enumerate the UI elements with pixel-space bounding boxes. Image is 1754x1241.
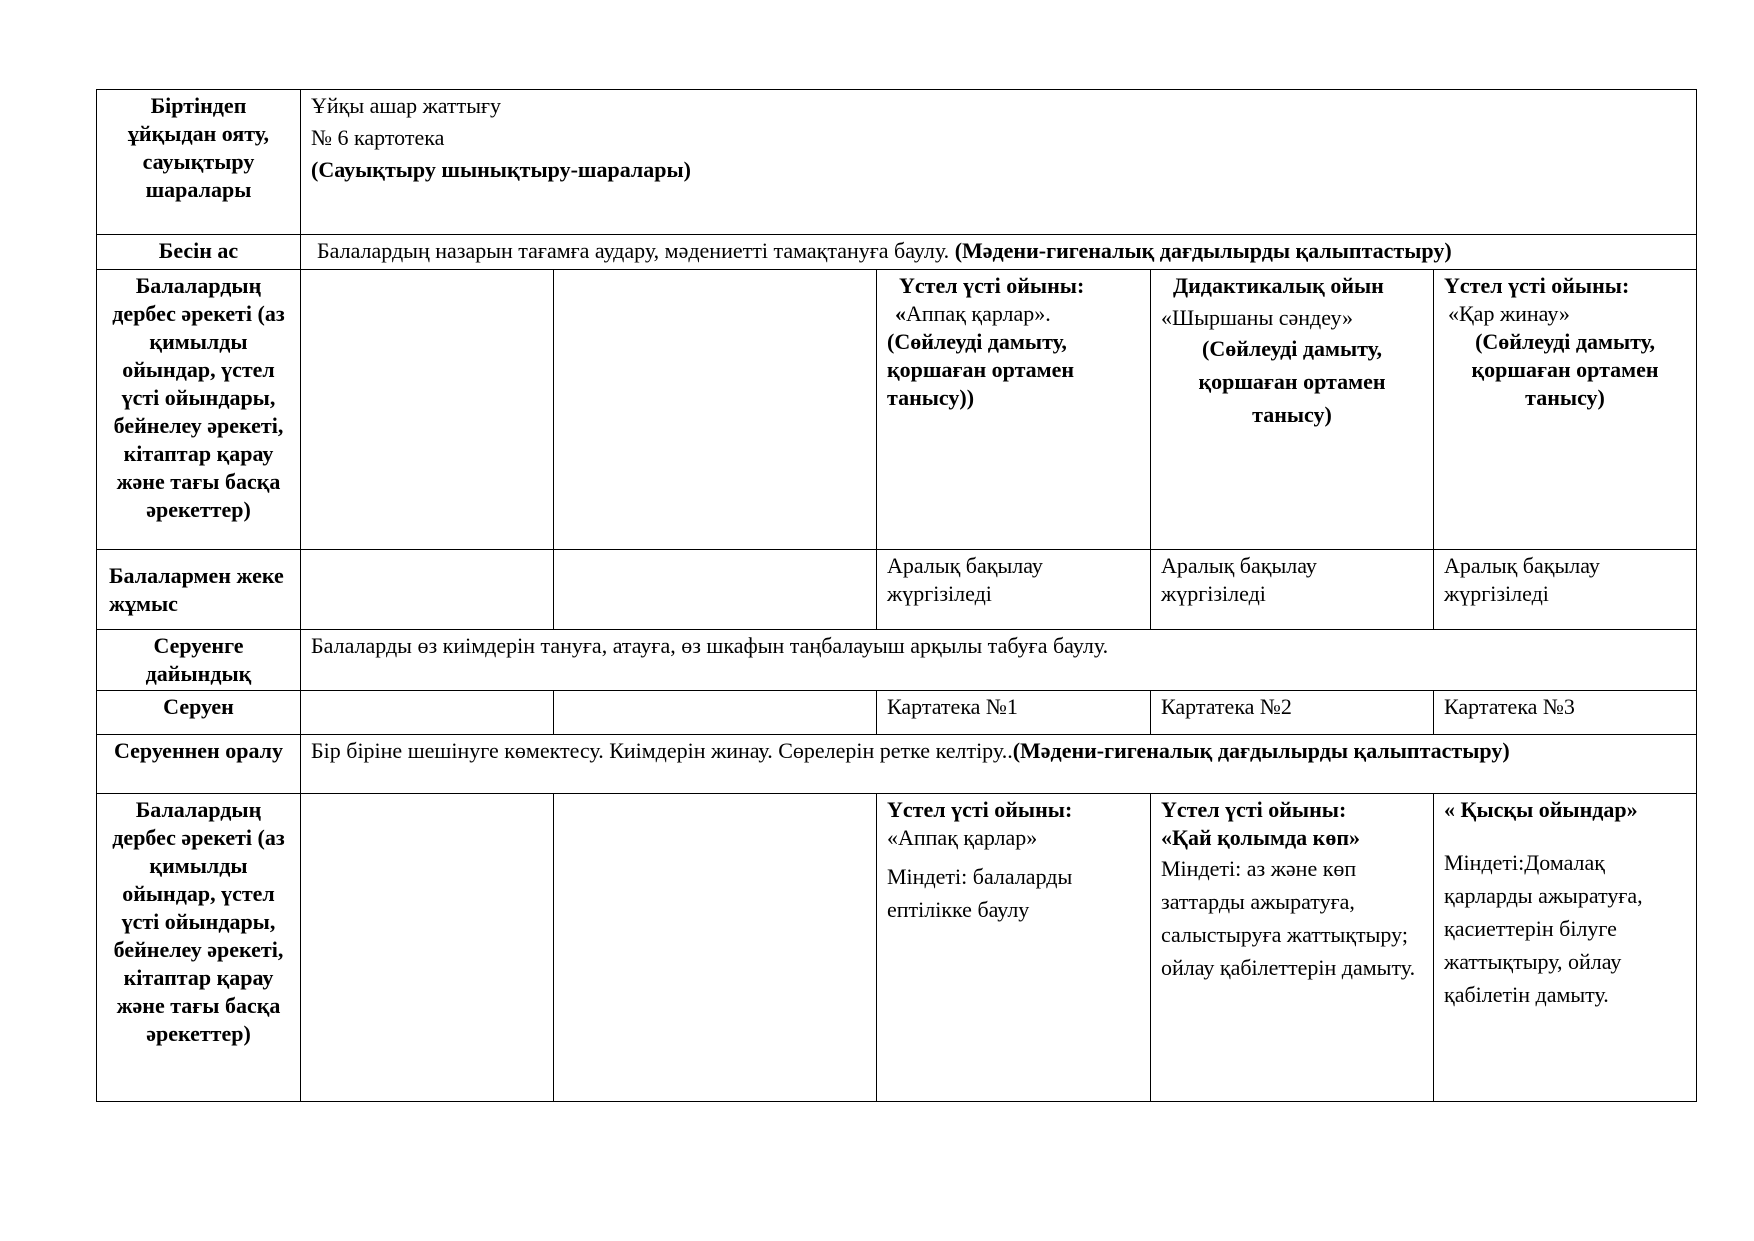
return-text: Бір біріне шешінуге көмектесу. Киімдерін жинау. Сөрелерін ретке келтіру.. bbox=[311, 738, 1013, 763]
activity2-col4-name: «Қай қолымда көп» bbox=[1161, 825, 1360, 850]
row-label-return: Серуеннен оралу bbox=[97, 735, 301, 794]
activity1-col5-name: «Қар жинау» bbox=[1448, 301, 1570, 326]
empty-cell bbox=[301, 550, 554, 630]
row-label-activity1: Балалардың дербес әрекеті (аз қимылды ойындар, үстел үсті ойындары, бейнелеу әрекеті, кітаптар қарау және тағы басқа әрекеттер) bbox=[97, 270, 301, 550]
activity1-col3-goal: (Сөйлеуді дамыту, қоршаған ортамен танысу)) bbox=[887, 329, 1075, 410]
empty-cell bbox=[554, 270, 877, 550]
wakeup-line3: (Сауықтыру шынықтыру-шаралары) bbox=[311, 157, 691, 182]
activity1-col5 bbox=[1434, 270, 1697, 550]
row-label-walk: Серуен bbox=[97, 691, 301, 735]
walk-col3: Картатека №1 bbox=[877, 691, 1151, 735]
activity1-col4-title: Дидактикалық ойын bbox=[1173, 273, 1384, 298]
table-row bbox=[97, 735, 1697, 794]
empty-cell bbox=[554, 794, 877, 1102]
empty-cell bbox=[301, 794, 554, 1102]
activity2-col3-task: Міндеті: балаларды ептілікке баулу bbox=[887, 864, 1073, 922]
empty-cell bbox=[554, 550, 877, 630]
table-row bbox=[97, 691, 1697, 735]
return-bold: (Мәдени-гигеналық дағдылырды қалыптастыру) bbox=[1012, 738, 1510, 763]
table-row bbox=[97, 270, 1697, 550]
activity1-col5-title: Үстел үсті ойыны: bbox=[1444, 273, 1630, 298]
activity1-col3 bbox=[877, 270, 1151, 550]
activity2-col4-task: Міндеті: аз және көп заттарды ажыратуға, салыстыруға жаттықтыру; ойлау қабілеттерін дамыту. bbox=[1161, 856, 1416, 980]
lunch-text: Балалардың назарын тағамға аудару, мәдениетті тамақтануға баулу. bbox=[317, 238, 955, 263]
table-row bbox=[97, 550, 1697, 630]
wakeup-content bbox=[301, 90, 1697, 235]
empty-cell bbox=[554, 691, 877, 735]
activity1-col4-name: «Шыршаны сәндеу» bbox=[1161, 305, 1353, 330]
table-row bbox=[97, 794, 1697, 1102]
lunch-bold: (Мәдени-гигеналық дағдылырды қалыптастыру) bbox=[954, 238, 1452, 263]
individual-col5: Аралық бақылау жүргізіледі bbox=[1434, 550, 1697, 630]
table-row bbox=[97, 90, 1697, 235]
activity2-col3 bbox=[877, 794, 1151, 1102]
activity1-col3-name: Аппақ қарлар». bbox=[906, 301, 1051, 326]
row-label-walk-prep: Серуенге дайындық bbox=[97, 630, 301, 691]
row-label-wakeup: Біртіндеп ұйқыдан ояту, сауықтыру шаралары bbox=[97, 90, 301, 235]
empty-cell bbox=[301, 691, 554, 735]
walk-col4: Картатека №2 bbox=[1151, 691, 1434, 735]
activity2-col3-title: Үстел үсті ойыны: bbox=[887, 797, 1073, 822]
activity2-col3-name: «Аппақ қарлар» bbox=[887, 825, 1038, 850]
walk-prep-content: Балаларды өз киімдерін тануға, атауға, өз шкафын таңбалауыш арқылы табуға баулу. bbox=[301, 630, 1697, 691]
activity1-col3-quote: « bbox=[895, 301, 906, 326]
individual-col4: Аралық бақылау жүргізіледі bbox=[1151, 550, 1434, 630]
activity2-col5-title: « Қысқы ойындар» bbox=[1444, 797, 1638, 822]
table-row bbox=[97, 235, 1697, 270]
empty-cell bbox=[301, 270, 554, 550]
individual-col3: Аралық бақылау жүргізіледі bbox=[877, 550, 1151, 630]
spacer bbox=[1444, 824, 1686, 846]
walk-col5: Картатека №3 bbox=[1434, 691, 1697, 735]
row-label-activity2: Балалардың дербес әрекеті (аз қимылды ойындар, үстел үсті ойындары, бейнелеу әрекеті, кітаптар қарау және тағы басқа әрекеттер) bbox=[97, 794, 301, 1102]
activity1-col4 bbox=[1151, 270, 1434, 550]
activity2-col4 bbox=[1151, 794, 1434, 1102]
activity2-col5-task: Міндеті:Домалақ қарларды ажыратуға, қасиеттерін білуге жаттықтыру, ойлау қабілетін дамыту. bbox=[1444, 850, 1643, 1007]
activity1-col4-goal: (Сөйлеуді дамыту, қоршаған ортамен танысу) bbox=[1198, 336, 1386, 427]
wakeup-line1: Ұйқы ашар жаттығу bbox=[311, 93, 502, 118]
activity2-col4-title: Үстел үсті ойыны: bbox=[1161, 797, 1347, 822]
activity1-col5-goal: (Сөйлеуді дамыту, қоршаған ортамен танысу) bbox=[1471, 329, 1659, 410]
daily-plan-table bbox=[96, 89, 1697, 1102]
row-label-lunch: Бесін ас bbox=[97, 235, 301, 270]
lunch-content bbox=[301, 235, 1697, 270]
return-content bbox=[301, 735, 1697, 794]
row-label-individual: Балалармен жеке жұмыс bbox=[97, 550, 301, 630]
activity2-col5 bbox=[1434, 794, 1697, 1102]
activity1-col3-title: Үстел үсті ойыны: bbox=[899, 273, 1085, 298]
table-row bbox=[97, 630, 1697, 691]
wakeup-line2: № 6 картотека bbox=[311, 125, 445, 150]
document-page bbox=[96, 89, 1697, 1102]
